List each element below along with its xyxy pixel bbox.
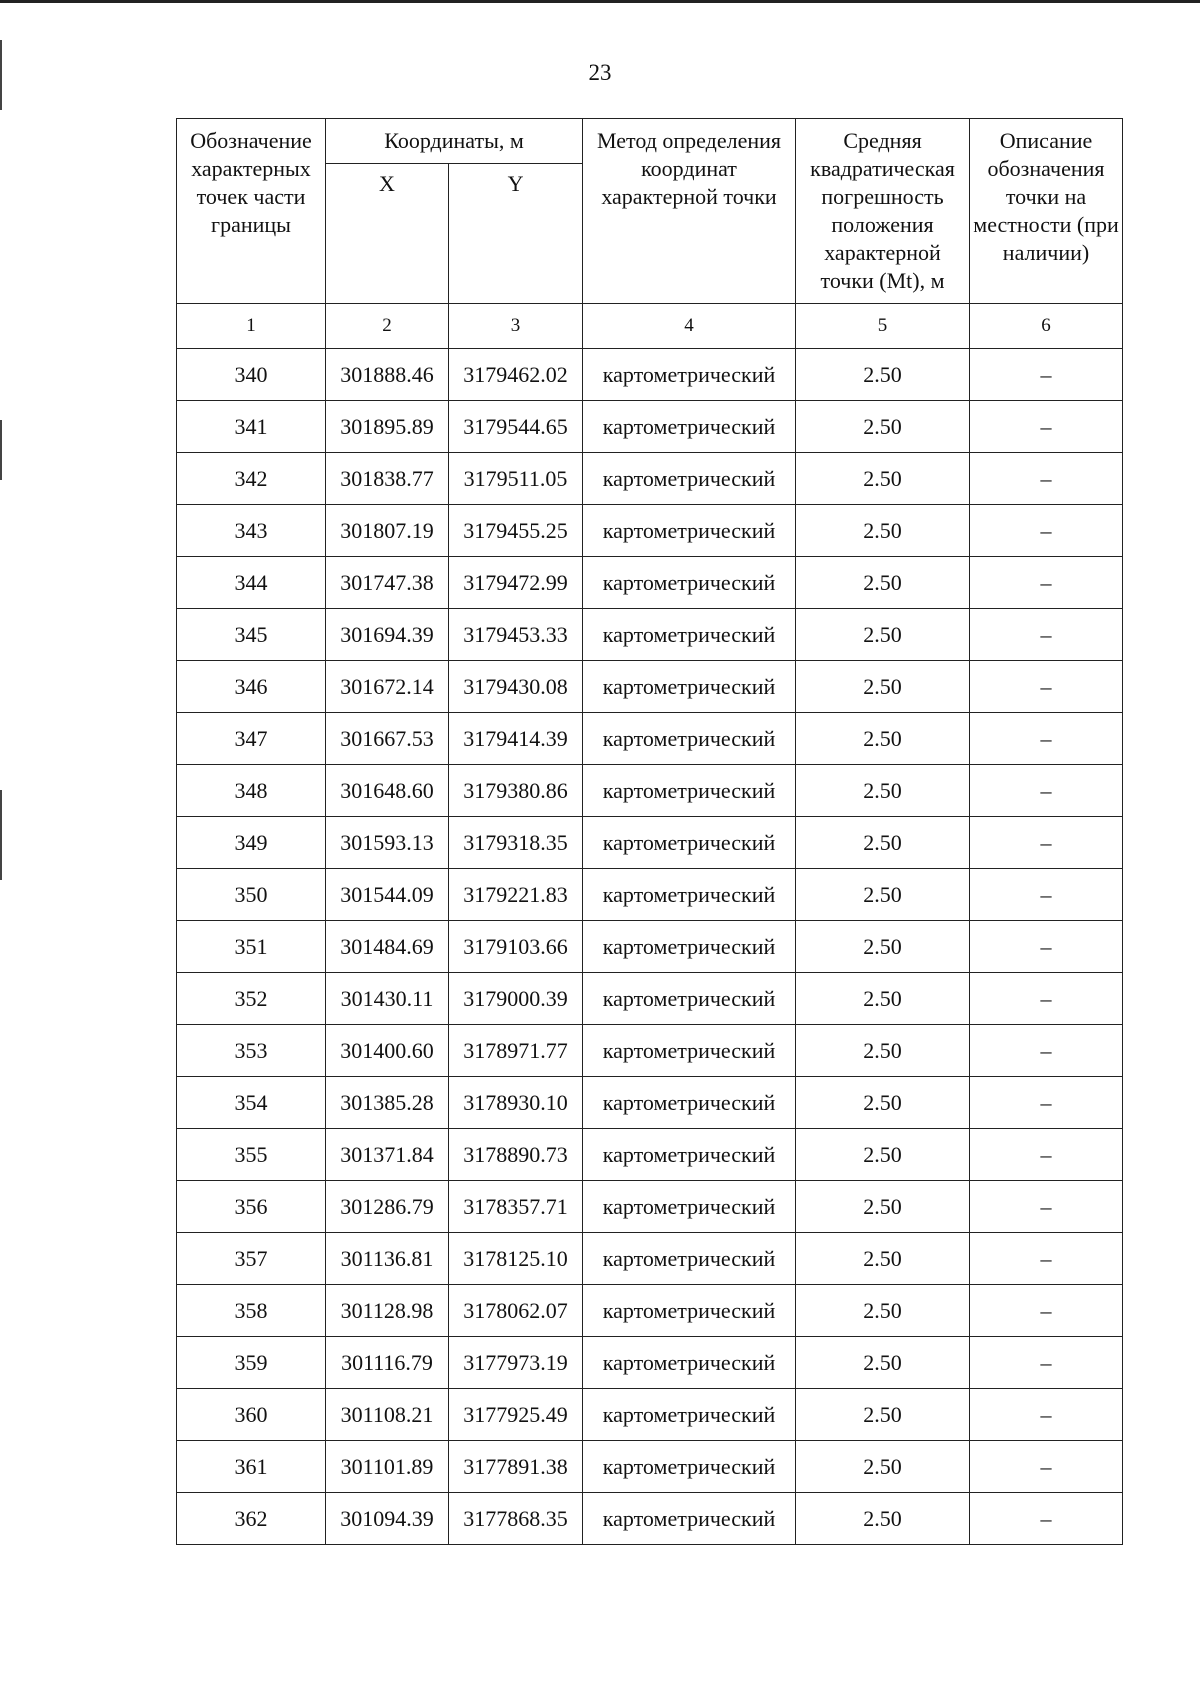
error-cell: 2.50 <box>796 1077 970 1129</box>
column-number: 4 <box>583 304 796 349</box>
header-x: X <box>326 164 449 304</box>
table-row <box>177 817 1123 869</box>
column-number: 5 <box>796 304 970 349</box>
table-row <box>177 505 1123 557</box>
point-id-cell: 360 <box>177 1389 326 1441</box>
error-cell: 2.50 <box>796 609 970 661</box>
coord-y-cell: 3179318.35 <box>449 817 583 869</box>
coord-x-cell: 301694.39 <box>326 609 449 661</box>
coord-x-cell: 301136.81 <box>326 1233 449 1285</box>
point-id-cell: 354 <box>177 1077 326 1129</box>
description-cell: – <box>970 1389 1123 1441</box>
method-cell: картометрический <box>583 661 796 713</box>
coord-y-cell: 3179000.39 <box>449 973 583 1025</box>
description-cell: – <box>970 1285 1123 1337</box>
error-cell: 2.50 <box>796 1441 970 1493</box>
coord-y-cell: 3179462.02 <box>449 349 583 401</box>
coord-y-cell: 3178971.77 <box>449 1025 583 1077</box>
error-cell: 2.50 <box>796 1181 970 1233</box>
error-cell: 2.50 <box>796 973 970 1025</box>
method-cell: картометрический <box>583 1233 796 1285</box>
method-cell: картометрический <box>583 1337 796 1389</box>
table-row <box>177 1285 1123 1337</box>
method-cell: картометрический <box>583 609 796 661</box>
coord-x-cell: 301094.39 <box>326 1493 449 1545</box>
point-id-cell: 362 <box>177 1493 326 1545</box>
header-designation: Обозначение характерных точек части границы <box>177 119 326 304</box>
table-row <box>177 1077 1123 1129</box>
scan-edge-mark <box>0 420 2 480</box>
description-cell: – <box>970 1493 1123 1545</box>
method-cell: картометрический <box>583 1129 796 1181</box>
point-id-cell: 357 <box>177 1233 326 1285</box>
description-cell: – <box>970 1181 1123 1233</box>
table-row <box>177 453 1123 505</box>
description-cell: – <box>970 1077 1123 1129</box>
coord-y-cell: 3179472.99 <box>449 557 583 609</box>
method-cell: картометрический <box>583 973 796 1025</box>
error-cell: 2.50 <box>796 453 970 505</box>
method-cell: картометрический <box>583 713 796 765</box>
coord-x-cell: 301747.38 <box>326 557 449 609</box>
coord-x-cell: 301400.60 <box>326 1025 449 1077</box>
table-row <box>177 1233 1123 1285</box>
coord-x-cell: 301838.77 <box>326 453 449 505</box>
description-cell: – <box>970 869 1123 921</box>
table-row <box>177 1441 1123 1493</box>
point-id-cell: 348 <box>177 765 326 817</box>
point-id-cell: 350 <box>177 869 326 921</box>
coord-y-cell: 3179380.86 <box>449 765 583 817</box>
coord-x-cell: 301888.46 <box>326 349 449 401</box>
coord-x-cell: 301484.69 <box>326 921 449 973</box>
error-cell: 2.50 <box>796 557 970 609</box>
description-cell: – <box>970 557 1123 609</box>
method-cell: картометрический <box>583 1389 796 1441</box>
coord-x-cell: 301385.28 <box>326 1077 449 1129</box>
coord-y-cell: 3178890.73 <box>449 1129 583 1181</box>
table-row <box>177 713 1123 765</box>
coord-y-cell: 3179414.39 <box>449 713 583 765</box>
boundary-points-table <box>176 118 1123 1545</box>
coord-x-cell: 301648.60 <box>326 765 449 817</box>
description-cell: – <box>970 609 1123 661</box>
top-border-line <box>0 0 1200 3</box>
point-id-cell: 344 <box>177 557 326 609</box>
point-id-cell: 355 <box>177 1129 326 1181</box>
column-number: 6 <box>970 304 1123 349</box>
coord-y-cell: 3177925.49 <box>449 1389 583 1441</box>
table-row <box>177 1493 1123 1545</box>
error-cell: 2.50 <box>796 505 970 557</box>
description-cell: – <box>970 1441 1123 1493</box>
scan-edge-mark <box>0 790 2 880</box>
method-cell: картометрический <box>583 817 796 869</box>
table-row <box>177 765 1123 817</box>
coord-y-cell: 3178357.71 <box>449 1181 583 1233</box>
table-row <box>177 1389 1123 1441</box>
header-y: Y <box>449 164 583 304</box>
description-cell: – <box>970 921 1123 973</box>
error-cell: 2.50 <box>796 817 970 869</box>
error-cell: 2.50 <box>796 765 970 817</box>
description-cell: – <box>970 973 1123 1025</box>
coord-x-cell: 301895.89 <box>326 401 449 453</box>
error-cell: 2.50 <box>796 1285 970 1337</box>
method-cell: картометрический <box>583 453 796 505</box>
point-id-cell: 342 <box>177 453 326 505</box>
table-row <box>177 1025 1123 1077</box>
point-id-cell: 352 <box>177 973 326 1025</box>
table-row <box>177 1181 1123 1233</box>
method-cell: картометрический <box>583 505 796 557</box>
description-cell: – <box>970 505 1123 557</box>
description-cell: – <box>970 1025 1123 1077</box>
error-cell: 2.50 <box>796 1493 970 1545</box>
method-cell: картометрический <box>583 1441 796 1493</box>
method-cell: картометрический <box>583 401 796 453</box>
coord-y-cell: 3177891.38 <box>449 1441 583 1493</box>
coord-x-cell: 301108.21 <box>326 1389 449 1441</box>
error-cell: 2.50 <box>796 869 970 921</box>
point-id-cell: 341 <box>177 401 326 453</box>
point-id-cell: 340 <box>177 349 326 401</box>
description-cell: – <box>970 1233 1123 1285</box>
method-cell: картометрический <box>583 1181 796 1233</box>
method-cell: картометрический <box>583 921 796 973</box>
error-cell: 2.50 <box>796 401 970 453</box>
coord-y-cell: 3178062.07 <box>449 1285 583 1337</box>
coord-x-cell: 301544.09 <box>326 869 449 921</box>
description-cell: – <box>970 817 1123 869</box>
method-cell: картометрический <box>583 1025 796 1077</box>
column-number: 1 <box>177 304 326 349</box>
coord-y-cell: 3179511.05 <box>449 453 583 505</box>
error-cell: 2.50 <box>796 921 970 973</box>
coord-y-cell: 3179221.83 <box>449 869 583 921</box>
table-row <box>177 349 1123 401</box>
method-cell: картометрический <box>583 1493 796 1545</box>
table-row <box>177 661 1123 713</box>
point-id-cell: 346 <box>177 661 326 713</box>
method-cell: картометрический <box>583 349 796 401</box>
point-id-cell: 343 <box>177 505 326 557</box>
error-cell: 2.50 <box>796 1129 970 1181</box>
coord-y-cell: 3178930.10 <box>449 1077 583 1129</box>
table-row <box>177 401 1123 453</box>
header-description: Описание обозначения точки на местности (при наличии) <box>970 119 1123 304</box>
column-number: 3 <box>449 304 583 349</box>
method-cell: картометрический <box>583 869 796 921</box>
coord-x-cell: 301128.98 <box>326 1285 449 1337</box>
point-id-cell: 356 <box>177 1181 326 1233</box>
coord-x-cell: 301672.14 <box>326 661 449 713</box>
description-cell: – <box>970 1129 1123 1181</box>
error-cell: 2.50 <box>796 713 970 765</box>
column-number: 2 <box>326 304 449 349</box>
description-cell: – <box>970 349 1123 401</box>
point-id-cell: 347 <box>177 713 326 765</box>
table-row <box>177 609 1123 661</box>
point-id-cell: 361 <box>177 1441 326 1493</box>
column-numbers-row <box>177 304 1123 349</box>
description-cell: – <box>970 1337 1123 1389</box>
point-id-cell: 349 <box>177 817 326 869</box>
coord-y-cell: 3177973.19 <box>449 1337 583 1389</box>
coord-y-cell: 3179430.08 <box>449 661 583 713</box>
description-cell: – <box>970 765 1123 817</box>
coord-x-cell: 301101.89 <box>326 1441 449 1493</box>
error-cell: 2.50 <box>796 1337 970 1389</box>
header-method: Метод определения координат характерной точки <box>583 119 796 304</box>
coord-x-cell: 301116.79 <box>326 1337 449 1389</box>
method-cell: картометрический <box>583 1077 796 1129</box>
coord-x-cell: 301430.11 <box>326 973 449 1025</box>
coord-y-cell: 3179453.33 <box>449 609 583 661</box>
description-cell: – <box>970 713 1123 765</box>
table-row <box>177 1129 1123 1181</box>
error-cell: 2.50 <box>796 1025 970 1077</box>
coord-y-cell: 3179544.65 <box>449 401 583 453</box>
table-row <box>177 869 1123 921</box>
error-cell: 2.50 <box>796 349 970 401</box>
coord-y-cell: 3179455.25 <box>449 505 583 557</box>
header-coordinates: Координаты, м <box>326 119 583 164</box>
method-cell: картометрический <box>583 1285 796 1337</box>
description-cell: – <box>970 661 1123 713</box>
coord-x-cell: 301667.53 <box>326 713 449 765</box>
description-cell: – <box>970 453 1123 505</box>
table-row <box>177 921 1123 973</box>
point-id-cell: 353 <box>177 1025 326 1077</box>
point-id-cell: 345 <box>177 609 326 661</box>
point-id-cell: 359 <box>177 1337 326 1389</box>
description-cell: – <box>970 401 1123 453</box>
method-cell: картометрический <box>583 765 796 817</box>
coord-x-cell: 301807.19 <box>326 505 449 557</box>
coord-y-cell: 3179103.66 <box>449 921 583 973</box>
point-id-cell: 351 <box>177 921 326 973</box>
coord-y-cell: 3178125.10 <box>449 1233 583 1285</box>
error-cell: 2.50 <box>796 661 970 713</box>
table-row <box>177 557 1123 609</box>
table-row <box>177 1337 1123 1389</box>
point-id-cell: 358 <box>177 1285 326 1337</box>
coord-x-cell: 301593.13 <box>326 817 449 869</box>
error-cell: 2.50 <box>796 1389 970 1441</box>
method-cell: картометрический <box>583 557 796 609</box>
error-cell: 2.50 <box>796 1233 970 1285</box>
coord-y-cell: 3177868.35 <box>449 1493 583 1545</box>
table-row <box>177 973 1123 1025</box>
coord-x-cell: 301371.84 <box>326 1129 449 1181</box>
coord-x-cell: 301286.79 <box>326 1181 449 1233</box>
header-error: Средняя квадратическая погрешность положения характерной точки (Mt), м <box>796 119 970 304</box>
page-number: 23 <box>588 60 612 85</box>
